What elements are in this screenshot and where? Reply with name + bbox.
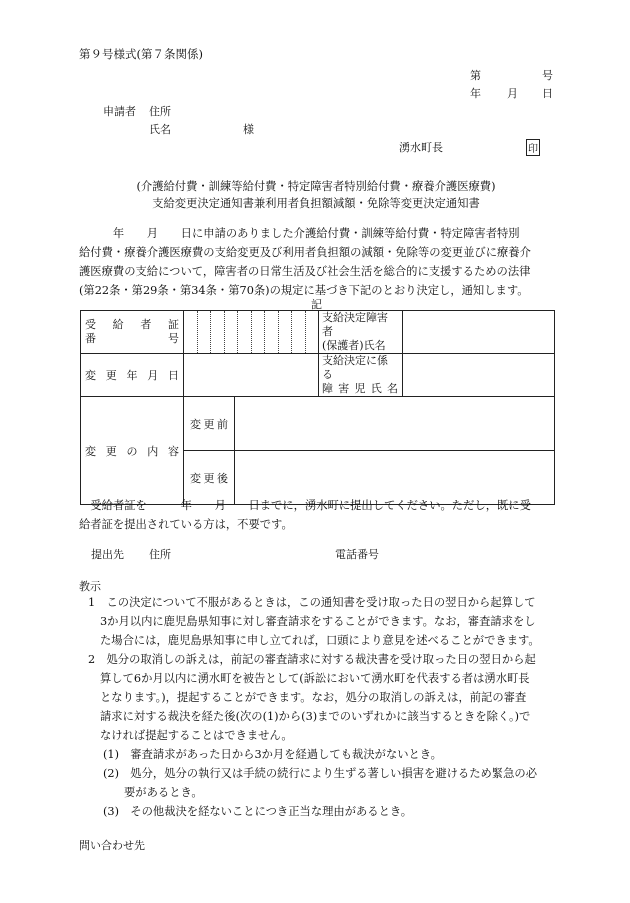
destination-label: 提出先 bbox=[91, 548, 124, 561]
date-month-label: 月 bbox=[507, 87, 518, 100]
instruction-sub-3: (3) その他裁決を経ないことにつき正当な理由があるとき。 bbox=[103, 805, 413, 818]
title-line-2: 支給変更決定通知書兼利用者負担額減額・免除等変更決定通知書 bbox=[152, 197, 480, 210]
body-line-4: (第22条・第29条・第34条・第70条)の規定に基づき下記のとおり決定し，通知します。 bbox=[79, 284, 529, 297]
instruction-sub-2-line-2: 要があるとき。 bbox=[124, 786, 203, 799]
child-name-label-1: 支給決定に係る bbox=[322, 354, 388, 381]
applicant-address-label: 住所 bbox=[149, 105, 171, 118]
body-line-3: 護医療費の支給について，障害者の日常生活及び社会生活を総合的に支援するための法律 bbox=[79, 265, 531, 278]
child-name-label-2: 障 害 児 氏 名 bbox=[322, 382, 398, 395]
before-value[interactable] bbox=[235, 397, 555, 451]
before-label: 変 更 前 bbox=[190, 417, 228, 431]
instruction-2-line-4: 請求に対する裁決を経た後(次の(1)から(3)までのいずれかに該当するときを除く。)で bbox=[100, 710, 531, 723]
instruction-1-line-1: 1 この決定について不服があるときは，この通知書を受け取った日の翌日から起算して bbox=[88, 596, 536, 609]
recipient-number-label-1: 受 給 者 証 bbox=[85, 318, 179, 331]
guardian-name-label-2: (保護者)氏名 bbox=[322, 339, 386, 352]
submit-line-1: 受給者証を 年 月 日までに，湧水町に提出してください。ただし，既に受 bbox=[79, 499, 531, 512]
date-day-label: 日 bbox=[542, 87, 553, 100]
date-year-label: 年 bbox=[470, 87, 481, 100]
contact-label: 問い合わせ先 bbox=[79, 839, 145, 852]
instruction-2-line-5: なければ提起することはできません。 bbox=[100, 729, 293, 742]
title-line-1: (介護給付費・訓練等給付費・特定障害者特別給付費・療養介護医療費) bbox=[136, 180, 496, 193]
submit-line-2: 給者証を提出されている方は，不要です。 bbox=[79, 518, 293, 531]
instruction-2-line-3: となります。)，提起することができます。なお，処分の取消しの訴えは，前記の審査 bbox=[100, 691, 527, 704]
instruction-1-line-2: 3か月以内に鹿児島県知事に対し審査請求をすることができます。なお，審査請求をし bbox=[100, 615, 536, 628]
instruction-2-line-2: 算して6か月以内に湧水町を被告として(訴訟において湧水町を代表する者は湧水町長 bbox=[100, 672, 530, 685]
guardian-name-label-1: 支給決定障害者 bbox=[322, 311, 388, 338]
body-line-2: 給付費・療養介護医療費の支給変更及び利用者負担額の減額・免除等の変更並びに療養介 bbox=[79, 246, 531, 259]
after-label: 変 更 後 bbox=[190, 471, 228, 485]
instruction-sub-1: (1) 審査請求があった日から3か月を経過しても裁決がないとき。 bbox=[103, 748, 442, 761]
guardian-name-value[interactable] bbox=[403, 311, 555, 354]
ki-heading: 記 bbox=[311, 298, 322, 311]
document-number-label: 第 bbox=[470, 69, 481, 82]
change-date-label: 変 更 年 月 日 bbox=[85, 369, 179, 382]
instruction-sub-2-line-1: (2) 処分，処分の執行又は手続の続行により生ずる著しい損害を避けるため緊急の必 bbox=[103, 767, 537, 780]
change-date-value[interactable] bbox=[184, 354, 319, 397]
applicant-label: 申請者 bbox=[103, 105, 136, 118]
instruction-1-line-3: た場合には，鹿児島県知事に申し立てれば，口頭により意見を述べることができます。 bbox=[100, 634, 540, 647]
applicant-honorific: 様 bbox=[243, 123, 254, 136]
recipient-number-boxes[interactable] bbox=[184, 311, 319, 354]
body-line-1: 年 月 日に申請のありました介護給付費・訓練等給付費・特定障害者特別 bbox=[79, 227, 520, 240]
form-number: 第９号様式(第７条関係) bbox=[79, 47, 203, 61]
destination-address-label: 住所 bbox=[149, 548, 171, 561]
seal-mark: 印 bbox=[526, 139, 540, 156]
issuer-name: 湧水町長 bbox=[399, 141, 443, 154]
change-details-table bbox=[80, 310, 555, 505]
child-name-value[interactable] bbox=[403, 354, 555, 397]
applicant-name-label: 氏名 bbox=[149, 123, 171, 136]
phone-number-label: 電話番号 bbox=[335, 548, 379, 561]
instruction-heading: 教示 bbox=[79, 580, 101, 593]
change-content-label: 変 更 の 内 容 bbox=[85, 444, 179, 458]
recipient-number-label-2: 番 号 bbox=[85, 332, 179, 345]
instruction-2-line-1: 2 処分の取消しの訴えは，前記の審査請求に対する裁決書を受け取った日の翌日から起 bbox=[88, 653, 536, 666]
document-number-suffix: 号 bbox=[542, 69, 553, 82]
